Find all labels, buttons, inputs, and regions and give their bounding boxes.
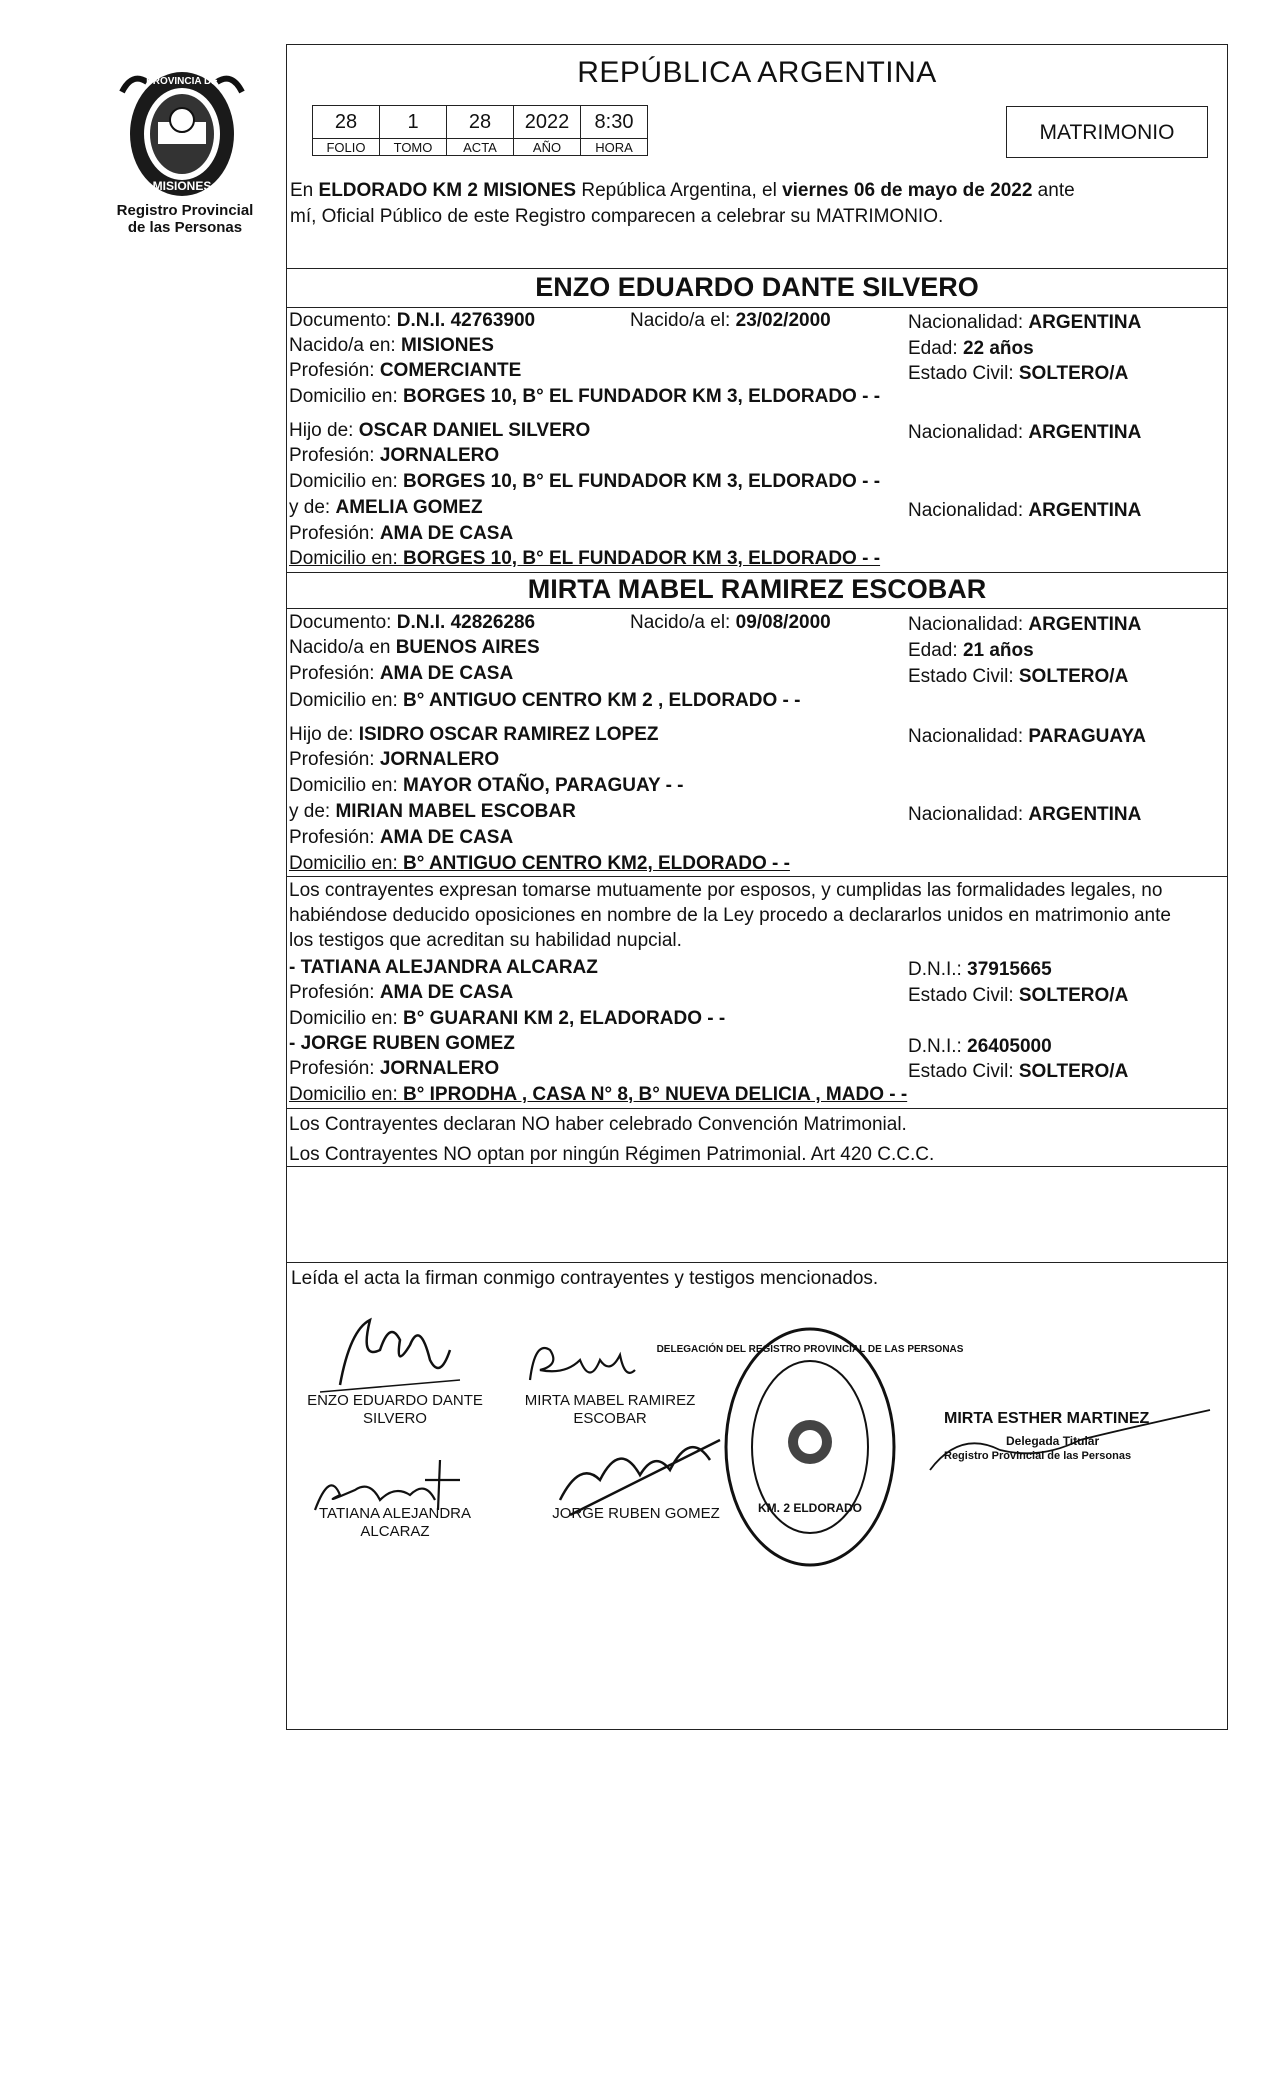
acta-value: 28 — [447, 106, 514, 139]
registry-caption — [100, 202, 270, 236]
anio-label: AÑO — [514, 139, 581, 156]
signature-enzo — [300, 1300, 480, 1400]
tomo-label: TOMO — [380, 139, 447, 156]
label: Domicilio en: — [289, 1084, 404, 1105]
label: Profesión: — [289, 445, 380, 466]
firma-2-line2: ESCOBAR — [573, 1410, 647, 1427]
c1-padre-nacionalidad — [908, 420, 1141, 446]
firma-4-label: JORGE RUBEN GOMEZ — [552, 1505, 720, 1522]
divider — [286, 572, 1228, 573]
label: Profesión: — [289, 663, 380, 684]
label: Nacido/a el: — [630, 310, 736, 331]
divider — [286, 1262, 1228, 1263]
value: JORNALERO — [379, 1058, 500, 1079]
declaracion-linea-3: los testigos que acreditan su habilidad nupcial. — [289, 930, 682, 951]
label: Nacionalidad: — [908, 614, 1029, 635]
c1-edad — [908, 336, 1034, 362]
c2-nacionalidad — [908, 612, 1141, 638]
registry-caption-line1: Registro Provincial — [116, 202, 254, 219]
testigo-1-domicilio — [289, 1006, 725, 1032]
c2-madre — [289, 799, 576, 825]
value: AMA DE CASA — [379, 663, 514, 684]
value: MAYOR OTAÑO, PARAGUAY - - — [403, 775, 684, 796]
label: Estado Civil: — [908, 666, 1019, 687]
stamp-text: DELEGACIÓN DEL REGISTRO PROVINCIAL DE LAS PERSONAS — [656, 1344, 964, 1355]
testigo-1-estado-civil — [908, 983, 1128, 1009]
value: ARGENTINA — [1028, 312, 1142, 333]
label: Estado Civil: — [908, 985, 1019, 1006]
label: Domicilio en: — [289, 1008, 404, 1029]
c1-madre-domicilio — [289, 546, 880, 572]
official-stamp — [656, 1322, 964, 1572]
value: OSCAR DANIEL SILVERO — [358, 420, 591, 441]
testigo-2-estado-civil — [908, 1059, 1128, 1085]
label: Hijo de: — [289, 724, 359, 745]
value: D.N.I. 42763900 — [396, 310, 536, 331]
label: Nacionalidad: — [908, 500, 1029, 521]
label: Documento: — [289, 310, 397, 331]
value: 26405000 — [967, 1036, 1052, 1057]
label: D.N.I.: — [908, 959, 968, 980]
testigo-2-profesion — [289, 1056, 499, 1082]
folio-label: FOLIO — [313, 139, 380, 156]
intro-date: viernes 06 de mayo de 2022 — [782, 180, 1033, 201]
c1-nacido-en — [289, 333, 494, 359]
testigo-1-profesion — [289, 980, 513, 1006]
c2-madre-profesion — [289, 825, 513, 851]
label: Profesión: — [289, 523, 380, 544]
value: 21 años — [962, 640, 1034, 661]
c1-padre-profesion — [289, 443, 499, 469]
contrayente-2-name: MIRTA MABEL RAMIREZ ESCOBAR — [527, 574, 987, 604]
testigo-2-nombre: - JORGE RUBEN GOMEZ — [289, 1033, 515, 1054]
firma-3-line1: TATIANA ALEJANDRA — [319, 1505, 471, 1522]
label: Profesión: — [289, 982, 380, 1003]
firma-3-label — [300, 1505, 490, 1541]
value: 09/08/2000 — [735, 612, 831, 633]
value: AMA DE CASA — [379, 827, 514, 848]
label: y de: — [289, 497, 336, 518]
c2-profesion — [289, 661, 513, 687]
value: JORNALERO — [379, 445, 500, 466]
label: Documento: — [289, 612, 397, 633]
label: Profesión: — [289, 827, 380, 848]
c2-madre-nacionalidad — [908, 802, 1141, 828]
label: y de: — [289, 801, 336, 822]
logo-text-bottom: MISIONES — [152, 179, 212, 193]
label: Estado Civil: — [908, 1061, 1019, 1082]
misiones-seal-logo — [112, 62, 252, 202]
value: SOLTERO/A — [1018, 985, 1129, 1006]
c1-nacionalidad — [908, 310, 1141, 336]
label: Nacionalidad: — [908, 804, 1029, 825]
leida-text: Leída el acta la firman conmigo contrayentes y testigos mencionados. — [291, 1268, 879, 1289]
label: D.N.I.: — [908, 1036, 968, 1057]
value: B° GUARANI KM 2, ELADORADO - - — [403, 1008, 726, 1029]
c1-madre — [289, 495, 483, 521]
value: ARGENTINA — [1028, 804, 1142, 825]
divider — [286, 608, 1228, 609]
value: SOLTERO/A — [1018, 666, 1129, 687]
firma-1-label — [300, 1392, 490, 1428]
oficial-registro: Registro Provincial de las Personas — [944, 1450, 1132, 1462]
value: D.N.I. 42826286 — [396, 612, 536, 633]
value: SOLTERO/A — [1018, 363, 1129, 384]
label: Profesión: — [289, 749, 380, 770]
label: Edad: — [908, 338, 963, 359]
label: Profesión: — [289, 360, 380, 381]
c1-domicilio — [289, 384, 880, 410]
intro-line-1 — [290, 178, 1075, 204]
folio-value: 28 — [313, 106, 380, 139]
value: BORGES 10, B° EL FUNDADOR KM 3, ELDORADO - - — [403, 548, 881, 569]
value: ARGENTINA — [1028, 500, 1142, 521]
intro-line-2: mí, Oficial Público de este Registro comparecen a celebrar su MATRIMONIO. — [290, 206, 944, 227]
testigo-2-dni — [908, 1034, 1052, 1060]
value: COMERCIANTE — [379, 360, 522, 381]
divider — [286, 268, 1228, 269]
c1-profesion — [289, 358, 521, 384]
c2-padre-profesion — [289, 747, 499, 773]
value: BORGES 10, B° EL FUNDADOR KM 3, ELDORADO - - — [403, 471, 881, 492]
declaracion-linea-2: habiéndose deducido oposiciones en nombre de la Ley procedo a declararlos unidos en matrimonio ante — [289, 905, 1171, 926]
label: Domicilio en: — [289, 386, 404, 407]
c2-documento — [289, 610, 535, 636]
value: MISIONES — [400, 335, 494, 356]
c1-nacido-el — [630, 308, 831, 334]
value: ARGENTINA — [1028, 422, 1142, 443]
firma-1-line2: SILVERO — [363, 1410, 427, 1427]
label: Profesión: — [289, 1058, 380, 1079]
label: Domicilio en: — [289, 853, 404, 874]
label: Domicilio en: — [289, 775, 404, 796]
declaracion-linea-1: Los contrayentes expresan tomarse mutuamente por esposos, y cumplidas las formalidades legales, no — [289, 880, 1163, 901]
label: Domicilio en: — [289, 548, 404, 569]
intro-text: En — [290, 180, 319, 201]
convencion-linea-2: Los Contrayentes NO optan por ningún Régimen Patrimonial. Art 420 C.C.C. — [289, 1144, 935, 1165]
label: Nacionalidad: — [908, 312, 1029, 333]
value: 23/02/2000 — [735, 310, 831, 331]
document-title: REPÚBLICA ARGENTINA — [577, 56, 937, 89]
c1-documento — [289, 308, 535, 334]
intro-text: ante — [1032, 180, 1075, 201]
c1-madre-profesion — [289, 521, 513, 547]
label: Nacionalidad: — [908, 422, 1029, 443]
label: Hijo de: — [289, 420, 359, 441]
value: 22 años — [962, 338, 1034, 359]
oficial-nombre: MIRTA ESTHER MARTINEZ — [944, 1410, 1150, 1427]
acta-type-box: MATRIMONIO — [1006, 106, 1208, 158]
signature-mirta — [520, 1330, 660, 1400]
c2-estado-civil — [908, 664, 1128, 690]
convencion-linea-1: Los Contrayentes declaran NO haber celebrado Convención Matrimonial. — [289, 1114, 907, 1135]
acta-label: ACTA — [447, 139, 514, 156]
value: SOLTERO/A — [1018, 1061, 1129, 1082]
value: B° IPRODHA , CASA N° 8, B° NUEVA DELICIA , MADO - - — [403, 1084, 908, 1105]
divider — [286, 1108, 1228, 1109]
logo-text-top: PROVINCIA DE — [146, 76, 218, 87]
c1-estado-civil — [908, 361, 1128, 387]
c2-domicilio — [289, 688, 801, 714]
value: MIRIAN MABEL ESCOBAR — [335, 801, 576, 822]
label: Nacionalidad: — [908, 726, 1029, 747]
contrayente-1-name: ENZO EDUARDO DANTE SILVERO — [535, 272, 979, 302]
value: B° ANTIGUO CENTRO KM2, ELDORADO - - — [403, 853, 790, 874]
c2-edad — [908, 638, 1034, 664]
label: Domicilio en: — [289, 471, 404, 492]
value: B° ANTIGUO CENTRO KM 2 , ELDORADO - - — [403, 690, 801, 711]
value: ARGENTINA — [1028, 614, 1142, 635]
c2-padre-domicilio — [289, 773, 684, 799]
value: BORGES 10, B° EL FUNDADOR KM 3, ELDORADO - - — [403, 386, 881, 407]
hora-value: 8:30 — [581, 106, 648, 139]
label: Domicilio en: — [289, 690, 404, 711]
value: ISIDRO OSCAR RAMIREZ LOPEZ — [358, 724, 659, 745]
testigo-1-dni — [908, 957, 1052, 983]
c2-nacido-en — [289, 635, 540, 661]
intro-place: ELDORADO KM 2 MISIONES — [318, 180, 577, 201]
c1-padre — [289, 418, 590, 444]
registry-caption-line2: de las Personas — [127, 219, 243, 236]
intro-text: República Argentina, el — [576, 180, 783, 201]
divider — [286, 1166, 1228, 1167]
c1-madre-nacionalidad — [908, 498, 1141, 524]
tomo-value: 1 — [380, 106, 447, 139]
label: Nacido/a en — [289, 637, 396, 658]
firma-2-line1: MIRTA MABEL RAMIREZ — [524, 1392, 696, 1409]
value: 37915665 — [967, 959, 1052, 980]
value: AMA DE CASA — [379, 982, 514, 1003]
c2-nacido-el — [630, 610, 831, 636]
acta-reference-table — [312, 105, 648, 156]
c2-padre — [289, 722, 659, 748]
label: Estado Civil: — [908, 363, 1019, 384]
label: Edad: — [908, 640, 963, 661]
value: AMA DE CASA — [379, 523, 514, 544]
label: Nacido/a en: — [289, 335, 401, 356]
label: Nacido/a el: — [630, 612, 736, 633]
value: PARAGUAYA — [1028, 726, 1146, 747]
divider — [286, 876, 1228, 877]
anio-value: 2022 — [514, 106, 581, 139]
hora-label: HORA — [581, 139, 648, 156]
testigo-2-domicilio — [289, 1082, 907, 1108]
value: BUENOS AIRES — [395, 637, 540, 658]
c2-madre-domicilio — [289, 851, 790, 877]
oficial-cargo: Delegada Titular — [1006, 1434, 1100, 1448]
firma-3-line2: ALCARAZ — [360, 1523, 430, 1540]
stamp-place: KM. 2 ELDORADO — [757, 1501, 863, 1515]
c2-padre-nacionalidad — [908, 724, 1146, 750]
value: AMELIA GOMEZ — [335, 497, 483, 518]
c1-padre-domicilio — [289, 469, 880, 495]
testigo-1-nombre: - TATIANA ALEJANDRA ALCARAZ — [289, 957, 598, 978]
value: JORNALERO — [379, 749, 500, 770]
firma-1-line1: ENZO EDUARDO DANTE — [307, 1392, 483, 1409]
